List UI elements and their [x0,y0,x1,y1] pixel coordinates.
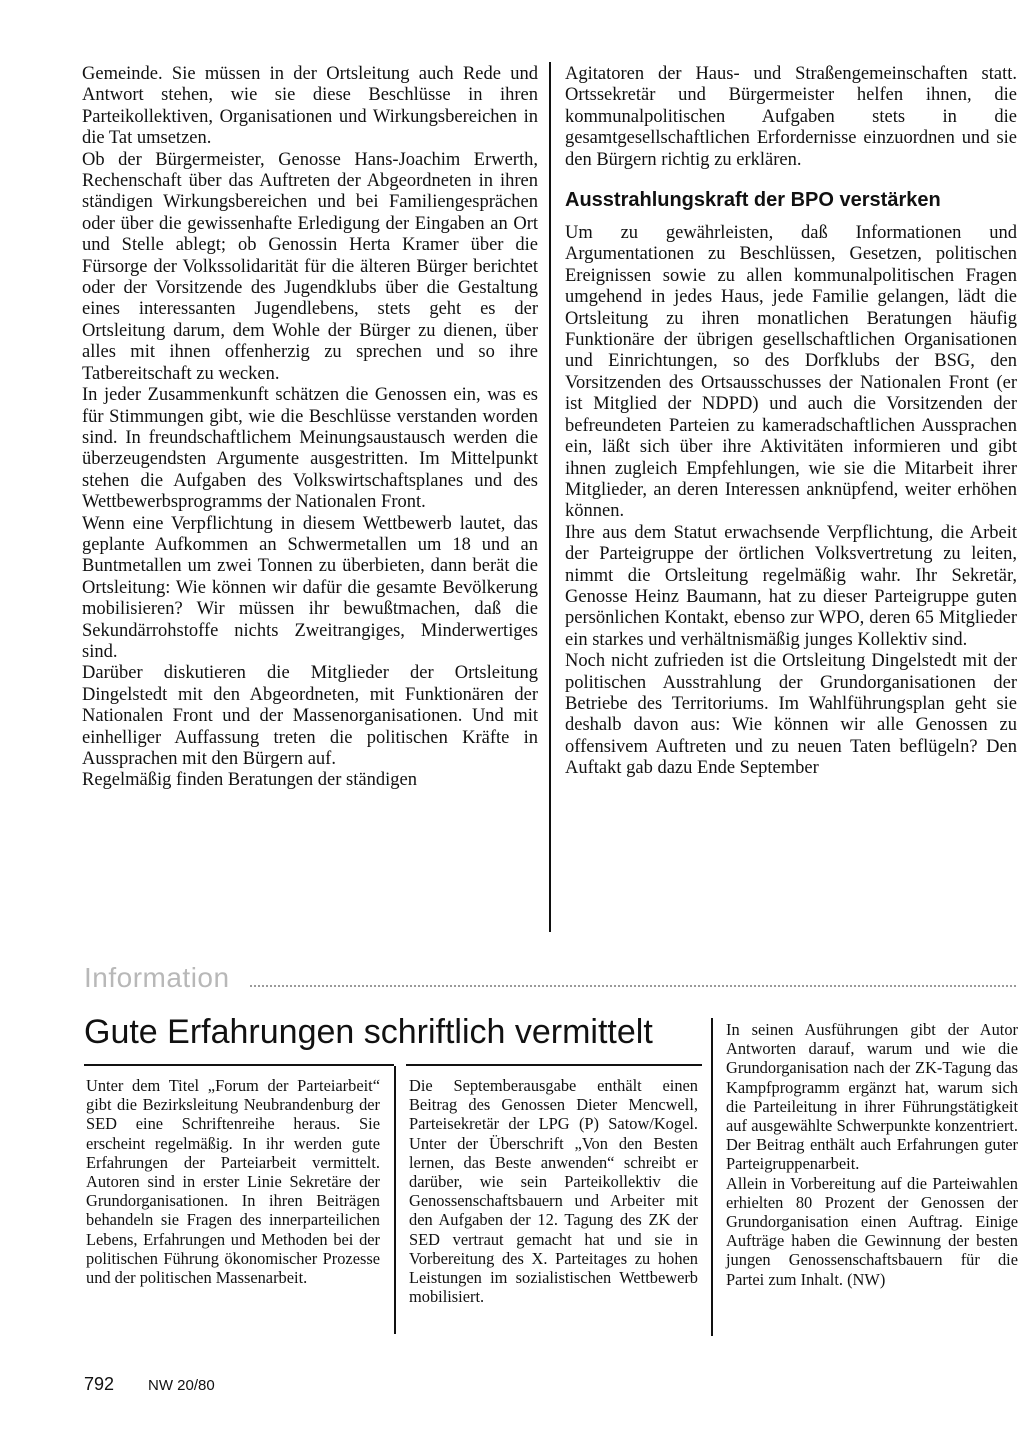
paragraph: Agitatoren der Haus- und Straßengemeinschaften statt. Ortssekretär und Bürgermeister helfen ihnen, die kommunalpolitischen Aufgaben stets in die gesamtgesellschaftlichen Erfordernisse einzuordnen und sie den Bürgern richtig zu erklären. [565,64,1017,170]
paragraph: Darüber diskutieren die Mitglieder der Ortsleitung Dingelstedt mit den Abgeordneten, mit Funktionären der Nationalen Front und der Massenorganisationen. Und mit einhelliger Auffassung treten die politischen Kräfte in Aussprachen mit den Bürgern auf. [82,663,538,769]
paragraph: Ihre aus dem Statut erwachsende Verpflichtung, die Arbeit der Parteigruppe der örtlichen Volksvertretung zu leiten, nimmt die Ortsleitung regelmäßig wahr. Ihr Sekretär, Genosse Heinz Baumann, hat zu dieser Parteigruppe guten persönlichen Kontakt, ebenso zur WPO, deren 65 Mitglieder ein starkes und verhältnismäßig junges Kollektiv sind. [565,522,1017,650]
paragraph: Allein in Vorbereitung auf die Parteiwahlen erhielten 80 Prozent der Genossen der Grundorganisation einen Auftrag. Einige Aufträge haben die Gewinnung der besten jungen Genossenschaftsbauern für die Partei zum Inhalt. (NW) [726,1173,1018,1289]
section-subheading: Ausstrahlungskraft der BPO verstärken [565,189,941,212]
paragraph: Gemeinde. Sie müssen in der Ortsleitung auch Rede und Antwort stehen, wie sie diese Beschlüsse in ihren Parteikollektiven, Organisationen und Wirkungsbereichen in die Tat umsetzen. [82,64,538,149]
paragraph: Wenn eine Verpflichtung in diesem Wettbewerb lautet, das geplante Aufkommen an Schwermetallen um 18 und an Buntmetallen um zwei Tonnen zu überbieten, dann berät die Ortsleitung: Wie können wir dafür die gesamte Bevölkerung mobilisieren? Wir müssen ihr bewußtmachen, daß die Sekundärrohstoffe nichts Zweitrangiges, Minderwertiges sind. [82,513,538,662]
headline-rule-left [84,1064,394,1066]
article-left-column [82,64,538,792]
column-divider [549,62,551,932]
paragraph: In seinen Ausführungen gibt der Autor Antworten darauf, warum und wie die Grundorganisation nach der ZK-Tagung das Kampfprogramm ergänzt hat, warum sich die Parteileitung in ihrer Führungstätigkeit auf ausgewählte Schwerpunkte konzentriert. Der Beitrag enthält auch Erfahrungen guter Parteigruppenarbeit. [726,1020,1018,1174]
info-headline: Gute Erfahrungen schriftlich vermittelt [84,1013,653,1051]
paragraph: Noch nicht zufrieden ist die Ortsleitung Dingelstedt mit der politischen Ausstrahlung der Grundorganisationen der Betriebe des Territoriums. Im Wahlführungsplan geht sie deshalb davon aus: Wie können wir alle Genossen zu offensivem Auftreten und zu neuen Taten beflügeln? Den Auftakt gab dazu Ende September [565,651,1017,779]
paragraph: Um zu gewährleisten, daß Informationen und Argumentationen zu Beschlüssen, Gesetzen, politischen Ereignissen sowie zu allen kommunalpolitischen Fragen umgehend in jedes Haus, jede Familie gelangen, lädt die Ortsleitung zu ihren monatlichen Beratungen häufig Funktionäre der übrigen gesellschaftlichen Organisationen und Einrichtungen, so des Dorfklubs der BSG, den Vorsitzenden des Ortsausschusses der Nationalen Front (er ist Mitglied der NDPD) und auch die Vorsitzenden der befreundeten Parteien zu kameradschaftlichen Aussprachen ein, läßt sich über ihre Aktivitäten informieren und gibt ihnen zugleich Empfehlungen, wie sie die Mitarbeit ihrer Mitglieder, an deren Interessen anknüpfend, weiter erhöhen können. [565,223,1017,522]
info-column-2 [409,1076,698,1306]
info-kicker: Information [84,962,230,993]
paragraph: Regelmäßig finden Beratungen der ständigen [82,770,417,791]
info-column-1 [86,1076,380,1287]
issue-reference: NW 20/80 [148,1377,215,1394]
box-divider-1 [394,1066,396,1334]
paragraph: Die Septemberausgabe enthält einen Beitrag des Genossen Dieter Mencwell, Parteisekretär der LPG (P) Satow/Kogel. Unter der Überschrift „Von den Besten lernen, das Beste anwenden“ schreibt er darüber, wie sein Parteikollektiv die Genossenschaftsbauern und Arbeiter mit den Aufgaben der 12. Tagung des ZK der SED vertraut gemacht hat und sie in Vorbereitung des X. Parteitages zu hohen Leistungen im sozialistischen Wettbewerb mobilisiert. [409,1076,698,1307]
kicker-dotted-rule [250,985,1016,987]
box-divider-2 [711,1018,713,1336]
headline-rule-right [406,1064,702,1066]
paragraph: Ob der Bürgermeister, Genosse Hans-Joachim Erwerth, Rechenschaft über das Auftreten der Abgeordneten in ihren ständigen Wirkungsbereichen und bei Familiengesprächen oder über die gewissenhafte Erledigung der Eingaben an Ort und Stelle ablegt; ob Genossin Herta Kramer über die Fürsorge der Volkssolidarität für die älteren Bürger berichtet oder der Vorsitzende des Jugendklubs über die Gestaltung eines interessanten Jugendlebens, stets geht es der Ortsleitung darum, dem Wohle der Bürger zu dienen, über alles mit ihnen offenherzig zu sprechen und so ihre Tatbereitschaft zu wecken. [82,149,538,384]
info-column-3 [726,1020,1018,1289]
article-right-column [565,64,1017,780]
paragraph: In jeder Zusammenkunft schätzen die Genossen ein, was es für Stimmungen gibt, wie die Beschlüsse verstanden worden sind. In freundschaftlichem Meinungsaustausch werden die überzeugendsten Argumente ausgestritten. Im Mittelpunkt stehen die Aufgaben des Volkswirtschaftsplanes und des Wettbewerbsprogramms der Nationalen Front. [82,385,538,513]
page-number: 792 [84,1374,115,1394]
paragraph: Unter dem Titel „Forum der Parteiarbeit“ gibt die Bezirksleitung Neubrandenburg der SED eine Schriftenreihe heraus. Sie erscheint regelmäßig. In ihr werden gute Erfahrungen der Parteiarbeit vermittelt. Autoren sind in erster Linie Sekretäre der Grundorganisationen. In ihren Beiträgen behandeln sie Fragen des innerparteilichen Lebens, Erfahrungen und Methoden bei der politischen Führung ökonomischer Prozesse und der politischen Massenarbeit. [86,1076,380,1288]
